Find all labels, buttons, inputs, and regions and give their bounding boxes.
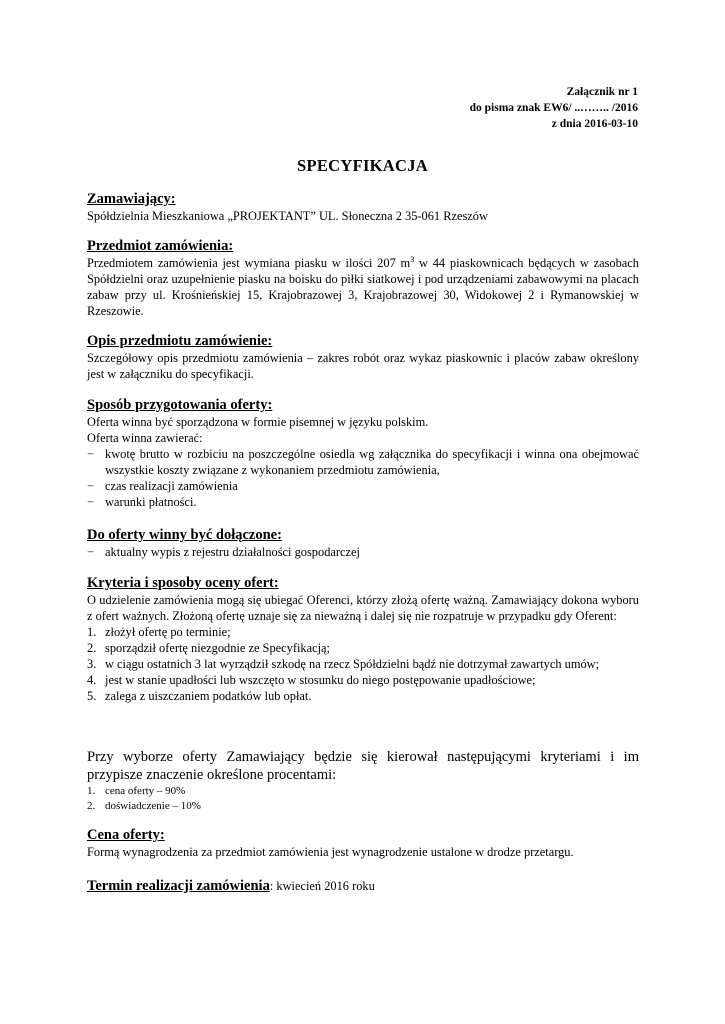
section-przedmiot xyxy=(87,238,639,319)
document-title: SPECYFIKACJA xyxy=(296,156,429,175)
letter-reference: do pisma znak EW6/ ..…….. /2016 xyxy=(469,102,638,114)
list-item: − warunki płatności. xyxy=(87,495,197,509)
section-heading: Sposób przygotowania oferty: xyxy=(87,397,273,413)
list-item: 1. cena oferty – 90% xyxy=(87,785,186,797)
list-item: 2. sporządził ofertę niezgodnie ze Specyfikacją; xyxy=(87,641,330,655)
section-kryteria xyxy=(87,575,639,704)
section-wybor xyxy=(87,748,639,814)
separator: : xyxy=(269,879,274,893)
section-termin xyxy=(87,877,639,895)
exclusion-list xyxy=(87,624,639,704)
section-text: Oferta winna być sporządzona w formie pisemnej w języku polskim. xyxy=(87,415,429,429)
attachment-header xyxy=(470,84,638,132)
list-item: 5. zalega z uiszczaniem podatków lub opłat. xyxy=(87,689,312,703)
section-heading: Do oferty winny być dołączone: xyxy=(87,527,282,543)
section-dolaczone xyxy=(87,527,639,560)
criteria-intro: Przy wyborze oferty Zamawiający będzie się kierował następującymi kryteriami i im przypisze znaczenie określone procentami: xyxy=(87,749,639,783)
attachments-list xyxy=(87,544,639,560)
list-item: 3. w ciągu ostatnich 3 lat wyrządził szkodę na rzecz Spółdzielni bądź nie dotrzymał zawartych umów; xyxy=(87,657,600,671)
section-opis xyxy=(87,333,639,382)
section-text: Formą wynagrodzenia za przedmiot zamówienia jest wynagrodzenie ustalone w drodze przetargu. xyxy=(87,845,574,859)
section-text: O udzielenie zamówienia mogą się ubiegać Oferenci, którzy złożą ofertę ważną. Zamawiający dokona wyboru z ofert ważnych. Złożoną ofertę uznaje się za nieważną i dalej się nie rozpatruje w przypadku gdy Oferent: xyxy=(87,593,639,623)
deadline-value: kwiecień 2016 roku xyxy=(273,879,375,893)
list-item: 1. złożył ofertę po terminie; xyxy=(87,625,231,639)
list-item: 4. jest w stanie upadłości lub wszczęto w stosunku do niego postępowanie upadłościowe; xyxy=(87,673,536,687)
section-text: Spółdzielnia Mieszkaniowa „PROJEKTANT” UL. Słoneczna 2 35-061 Rzeszów xyxy=(87,209,488,223)
attachment-number: Załącznik nr 1 xyxy=(566,86,638,98)
section-zamawiajacy xyxy=(87,191,639,224)
section-heading: Zamawiający: xyxy=(87,191,176,207)
list-item: − kwotę brutto w rozbiciu na poszczególne osiedla wg załącznika do specyfikacji i winna ona obejmować wszystkie koszty związane z wykonaniem przedmiotu zamówienia, xyxy=(87,447,639,477)
criteria-list xyxy=(87,784,639,814)
requirements-list xyxy=(87,446,639,510)
section-cena xyxy=(87,827,639,860)
section-heading: Opis przedmiotu zamówienie: xyxy=(87,333,273,349)
section-heading: Termin realizacji zamówienia xyxy=(87,878,270,894)
section-heading: Kryteria i sposoby oceny ofert: xyxy=(87,575,279,591)
section-text: Oferta winna zawierać: xyxy=(87,431,203,445)
list-item: − czas realizacji zamówienia xyxy=(87,479,238,493)
section-text: Przedmiotem zamówienia jest wymiana piasku w ilości 207 $m^3$ w 44 piaskownicach będących w zasobach Spółdzielni oraz uzupełnienie piasku na boisku do piłki siatkowej i pod urządzeniami zabawowymi na placach zabaw przy ul. Krośnieńskiej 15, Krajobrazowej 3, Krajobrazowej 30, Widokowej 2 i Rymanowskiej w Rzeszowie. xyxy=(87,254,639,318)
section-heading: Przedmiot zamówienia: xyxy=(87,238,234,254)
list-item: − aktualny wypis z rejestru działalności gospodarczej xyxy=(87,545,360,559)
section-heading: Cena oferty: xyxy=(87,827,165,843)
superscript: 3 xyxy=(410,254,415,264)
list-item: 2. doświadczenie – 10% xyxy=(87,800,201,812)
letter-date: z dnia 2016-03-10 xyxy=(551,118,638,130)
section-sposob xyxy=(87,397,639,510)
section-text: Szczegółowy opis przedmiotu zamówienia – zakres robót oraz wykaz piaskownic i placów zabaw określony jest w załączniku do specyfikacji. xyxy=(87,351,639,381)
